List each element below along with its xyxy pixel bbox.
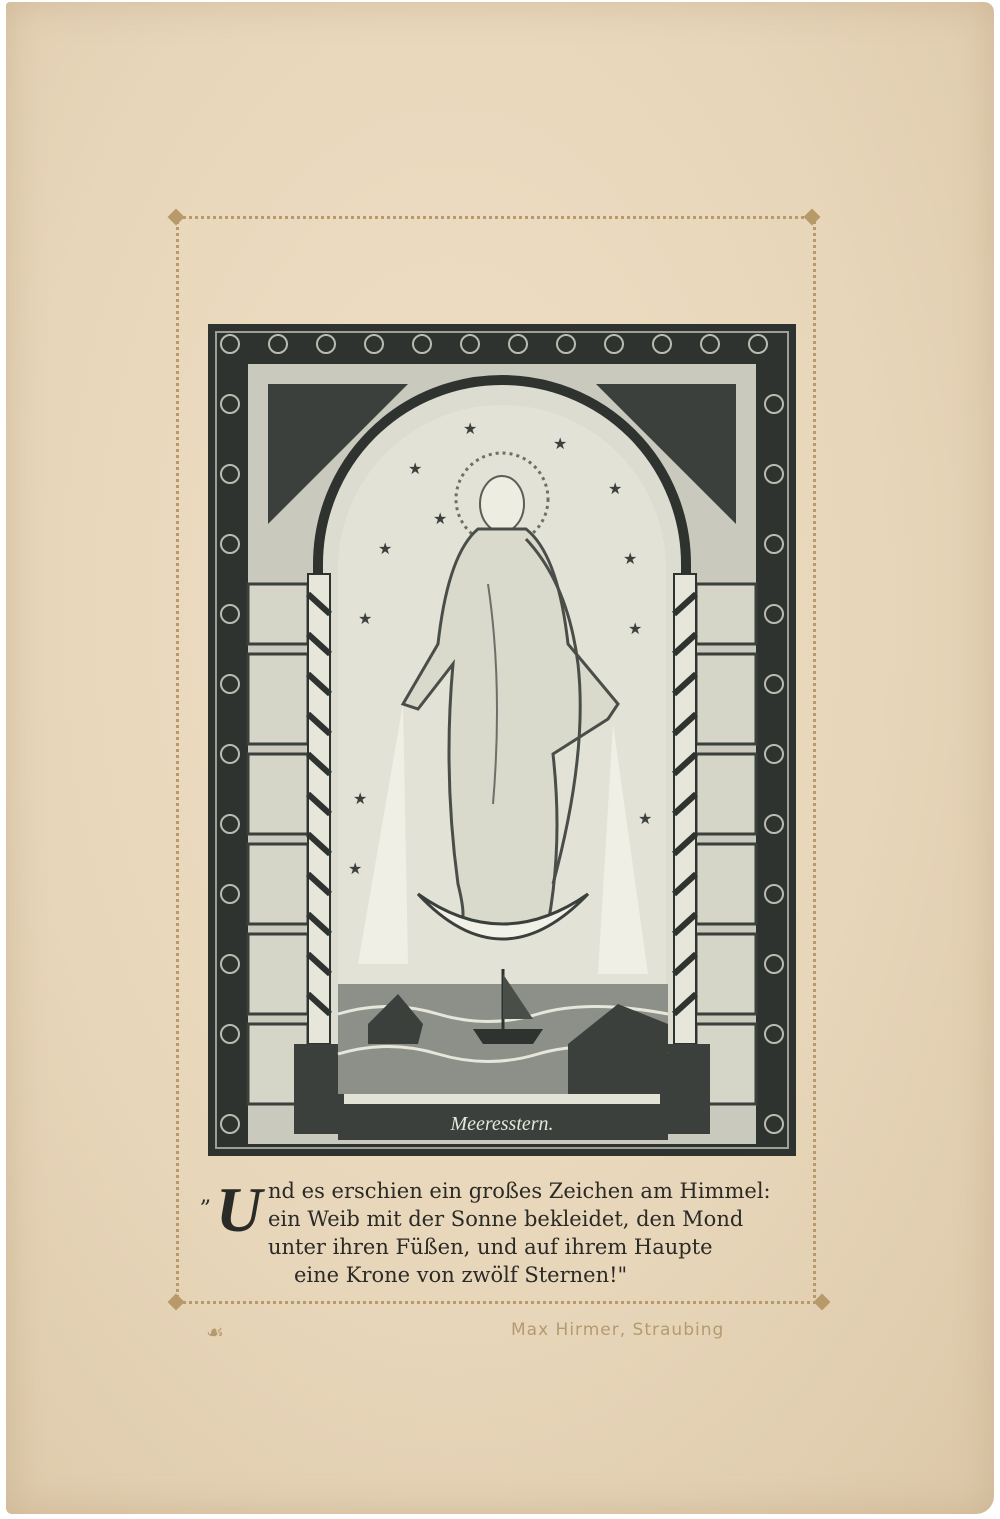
quote-line-1: nd es erschien ein großes Zeichen am Himmel: — [268, 1179, 771, 1203]
holy-card — [6, 2, 994, 1514]
svg-text:★: ★ — [348, 859, 363, 878]
svg-text:★: ★ — [638, 809, 653, 828]
madonna-stained-glass-icon — [208, 324, 796, 1156]
svg-text:★: ★ — [553, 434, 568, 453]
svg-text:★: ★ — [463, 419, 478, 438]
picture-caption: Meeresstern. — [450, 1113, 554, 1135]
publisher-monogram-icon: ☙ — [206, 1320, 224, 1344]
madonna-picture — [208, 324, 796, 1156]
svg-text:★: ★ — [628, 619, 643, 638]
quote-line-3: unter ihren Füßen, und auf ihrem Haupte — [268, 1235, 713, 1259]
corner-ornament-icon — [814, 1294, 831, 1311]
svg-text:★: ★ — [378, 539, 393, 558]
svg-text:★: ★ — [433, 509, 448, 528]
svg-text:★: ★ — [358, 609, 373, 628]
svg-text:★: ★ — [353, 789, 368, 808]
quote-line-4: eine Krone von zwölf Sternen!" — [294, 1263, 628, 1287]
publisher-imprint: Max Hirmer, Straubing — [511, 1320, 725, 1340]
svg-text:★: ★ — [408, 459, 423, 478]
svg-text:★: ★ — [608, 479, 623, 498]
drop-cap: U — [216, 1174, 263, 1245]
open-quote: „ — [200, 1183, 212, 1208]
quote-line-2: ein Weib mit der Sonne bekleidet, den Mond — [268, 1207, 744, 1231]
svg-text:★: ★ — [623, 549, 638, 568]
